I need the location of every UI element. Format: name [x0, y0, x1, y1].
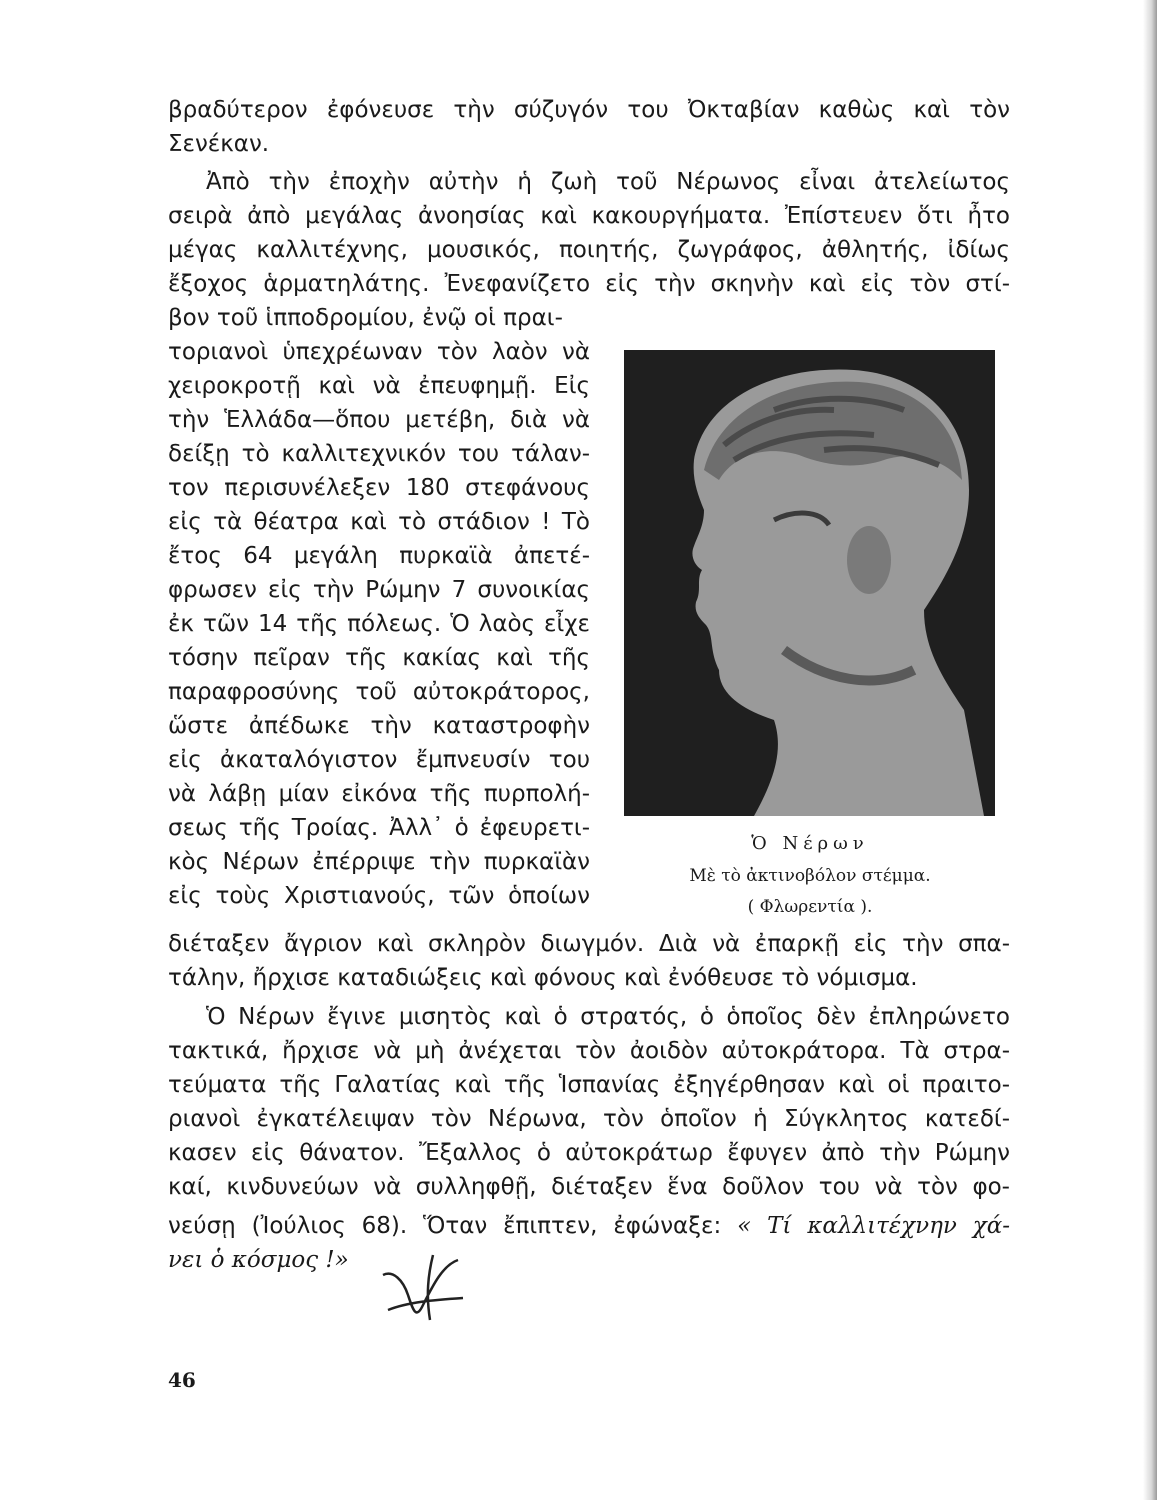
- quote-text: νει ὁ κόσμος !»: [168, 1247, 349, 1273]
- text-line: [168, 1209, 1010, 1243]
- text-line: Ἀπὸ τὴν ἐποχὴν αὐτὴν ἡ ζωὴ τοῦ Νέρωνος εἶναι ἀτελείωτος: [206, 169, 1010, 195]
- text-line: σεως τῆς Τροίας. Ἀλλ᾽ ὁ ἐφευρετι-: [168, 815, 590, 841]
- text-line: δείξῃ τὸ καλλιτεχνικόν του τάλαν-: [168, 441, 590, 467]
- text-line: ριανοὶ ἐγκατέλειψαν τὸν Νέρωνα, τὸν ὁποῖον ἡ Σύγκλητος κατεδί-: [168, 1106, 1010, 1132]
- text-line: τοριανοὶ ὑπεχρέωναν τὸν λαὸν νὰ: [168, 339, 590, 365]
- text-line: κὸς Νέρων ἐπέρριψε τὴν πυρκαϊὰν: [168, 849, 590, 875]
- text-line: εἰς τὰ θέατρα καὶ τὸ στάδιον ! Τὸ: [168, 509, 590, 535]
- nero-profile-illustration: [624, 350, 995, 816]
- paragraph-2-wrapped-column: [168, 335, 590, 913]
- figure-caption-description: Μὲ τὸ ἀκτινοβόλον στέμμα.: [689, 866, 931, 886]
- text-line: διέταξεν ἄγριον καὶ σκληρὸν διωγμόν. Διὰ νὰ ἐπαρκῇ εἰς τὴν σπα-: [168, 931, 1010, 957]
- figure-caption-title: Ὁ Νέρων: [751, 833, 869, 854]
- text-line: παραφροσύνης τοῦ αὐτοκράτορος,: [168, 679, 590, 705]
- text-line: σειρὰ ἀπὸ μεγάλας ἀνοησίας καὶ κακουργήματα. Ἐπίστευεν ὅτι ἦτο: [168, 203, 1010, 229]
- paragraph-3: [168, 1000, 1010, 1204]
- quote-text: « Τί καλλιτέχνην χά-: [737, 1213, 1010, 1239]
- paragraph-4: [168, 1209, 1010, 1277]
- handwritten-mark: [378, 1250, 468, 1334]
- text-line: νὰ λάβῃ μίαν εἰκόνα τῆς πυρπολή-: [168, 781, 590, 807]
- text-line: Ὁ Νέρων ἔγινε μισητὸς καὶ ὁ στρατός, ὁ ὁποῖος δὲν ἐπληρώνετο: [206, 1004, 1010, 1030]
- nero-portrait-image: [624, 350, 995, 816]
- text-line: κασεν εἰς θάνατον. Ἔξαλλος ὁ αὐτοκράτωρ ἔφυγεν ἀπὸ τὴν Ρώμην: [168, 1140, 1010, 1166]
- text-line: χειροκροτῇ καὶ νὰ ἐπευφημῇ. Εἰς: [168, 373, 590, 399]
- text-line: ἔξοχος ἁρματηλάτης. Ἐνεφανίζετο εἰς τὴν σκηνὴν καὶ εἰς τὸν στί-: [168, 271, 1010, 297]
- text-line: τεύματα τῆς Γαλατίας καὶ τῆς Ἱσπανίας ἐξηγέρθησαν καὶ οἱ πραιτο-: [168, 1072, 1010, 1098]
- paragraph-2-continued: [168, 927, 1010, 995]
- text-line: τον περισυνέλεξεν 180 στεφάνους: [168, 475, 590, 501]
- page-number: 46: [168, 1368, 196, 1392]
- text-line: βραδύτερον ἐφόνευσε τὴν σύζυγόν του Ὀκταβίαν καθὼς καὶ τὸν: [168, 97, 1010, 123]
- closing-text: νεύσῃ (Ἰούλιος 68). Ὅταν ἔπιπτεν, ἐφώναξε:: [168, 1213, 738, 1239]
- text-line: καί, κινδυνεύων νὰ συλληφθῇ, διέταξεν ἕνα δοῦλον του νὰ τὸν φο-: [168, 1174, 1010, 1200]
- figure-caption-location: ( Φλωρεντία ).: [747, 897, 873, 917]
- text-line: τακτικά, ἤρχισε νὰ μὴ ἀνέχεται τὸν ἀοιδὸν αὐτοκράτορα. Τὰ στρα-: [168, 1038, 1010, 1064]
- text-line: μέγας καλλιτέχνης, μουσικός, ποιητής, ζωγράφος, ἀθλητής, ἰδίως: [168, 237, 1010, 263]
- text-line: εἰς τοὺς Χριστιανούς, τῶν ὁποίων: [168, 883, 590, 909]
- text-line: εἰς ἀκαταλόγιστον ἔμπνευσίν του: [168, 747, 590, 773]
- text-line: ἐκ τῶν 14 τῆς πόλεως. Ὁ λαὸς εἶχε: [168, 611, 590, 637]
- text-line: ἔτος 64 μεγάλη πυρκαϊὰ ἀπετέ-: [168, 543, 590, 569]
- text-line: τόσην πεῖραν τῆς κακίας καὶ τῆς: [168, 645, 590, 671]
- text-line: ὥστε ἀπέδωκε τὴν καταστροφὴν: [168, 713, 590, 739]
- text-line: τὴν Ἑλλάδα—ὅπου μετέβη, διὰ νὰ: [168, 407, 590, 433]
- paragraph-1: [168, 93, 1010, 161]
- page-edge: [1143, 0, 1157, 1500]
- text-line: βον τοῦ ἱπποδρομίου, ἐνῷ οἱ πραι-: [168, 305, 563, 331]
- text-line: φρωσεν εἰς τὴν Ρώμην 7 συνοικίας: [168, 577, 590, 603]
- signature-scribble: [378, 1250, 468, 1330]
- text-line: τάλην, ἤρχισε καταδιώξεις καὶ φόνους καὶ ἐνόθευσε τὸ νόμισμα.: [168, 965, 918, 991]
- paragraph-2: [168, 165, 1010, 335]
- text-line: Σενέκαν.: [168, 131, 270, 157]
